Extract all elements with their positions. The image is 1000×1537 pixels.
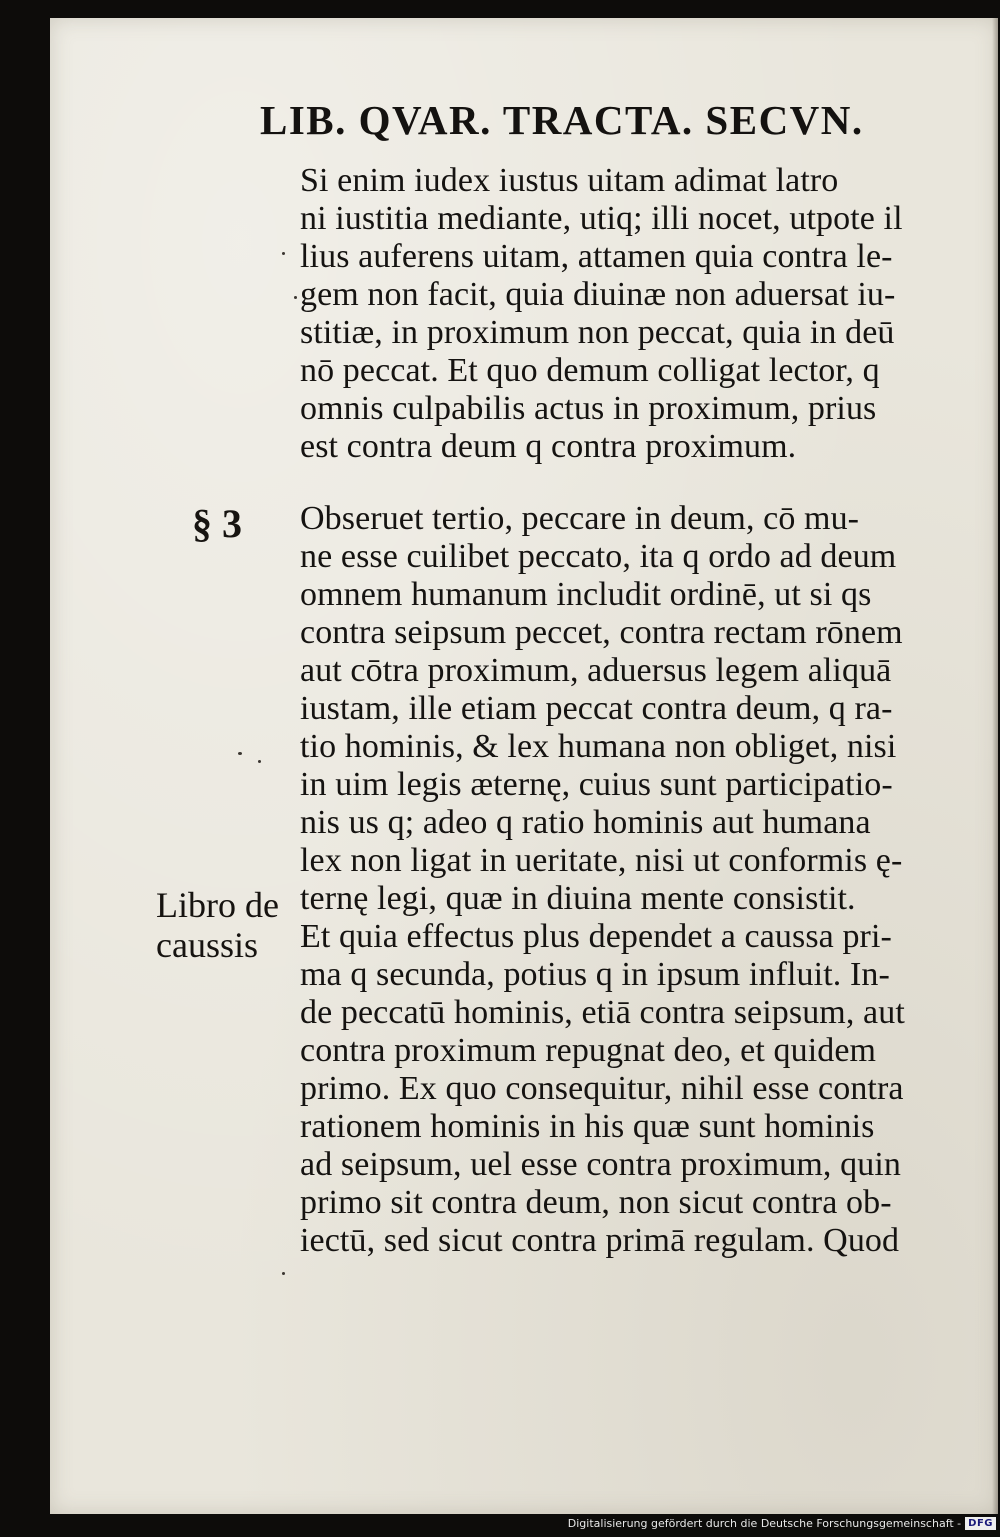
text-line: omnem humanum includit ordinē, ut si qs [300,576,872,613]
text-line: est contra deum q contra proximum. [300,428,797,465]
ink-speck [294,296,297,299]
text-line: contra seipsum peccet, contra rectam rōnem [300,614,903,651]
text-line: Et quia effectus plus dependet a caussa pri- [300,918,892,955]
ink-speck [238,752,242,755]
margin-note-line-2: caussis [156,925,258,965]
text-line: ad seipsum, uel esse contra proximum, quin [300,1146,901,1183]
text-line: nis us q; adeo q ratio hominis aut humana [300,804,871,841]
running-head: LIB. QVAR. TRACTA. SECVN. [260,97,864,143]
text-line: primo. Ex quo consequitur, nihil esse contra [300,1070,904,1107]
text-line: omnis culpabilis actus in proximum, prius [300,390,877,427]
text-line: iectū, sed sicut contra primā regulam. Quod [300,1222,900,1259]
text-line: ni iustitia mediante, utiq; illi nocet, utpote il [300,200,903,237]
ink-speck [258,760,261,763]
text-line: primo sit contra deum, non sicut contra ob- [300,1184,892,1221]
text-line: nō peccat. Et quo demum colligat lector, q [300,352,880,389]
section-mark: § 3 [192,501,242,546]
text-line: ne esse cuilibet peccato, ita q ordo ad deum [300,538,897,575]
text-line: contra proximum repugnat deo, et quidem [300,1032,877,1069]
text-line: Obseruet tertio, peccare in deum, cō mu- [300,500,860,537]
footer-credit: Digitalisierung gefördert durch die Deutsche Forschungsgemeinschaft - [567,1516,962,1530]
ink-speck [282,1272,285,1275]
dfg-logo-icon: DFG [965,1517,996,1530]
text-line: ternę legi, quæ in diuina mente consistit. [300,880,856,917]
text-line: Si enim iudex iustus uitam adimat latro [300,162,839,199]
text-line: lex non ligat in ueritate, nisi ut conformis ę- [300,842,903,879]
page-edge-shadow [992,18,998,1514]
text-line: rationem hominis in his quæ sunt hominis [300,1108,875,1145]
text-line: stitiæ, in proximum non peccat, quia in deū [300,314,895,351]
text-line: in uim legis æternę, cuius sunt participatio- [300,766,893,803]
ink-speck [282,252,285,255]
text-line: lius auferens uitam, attamen quia contra le- [300,238,893,275]
margin-note-line-1: Libro de [156,885,279,925]
text-line: gem non facit, quia diuinæ non aduersat iu- [300,276,896,313]
text-line: ma q secunda, potius q in ipsum influit. In- [300,956,890,993]
digitization-footer [568,1513,996,1533]
text-line: iustam, ille etiam peccat contra deum, q ra- [300,690,893,727]
text-line: de peccatū hominis, etiā contra seipsum, aut [300,994,905,1031]
text-line: aut cōtra proximum, aduersus legem aliquā [300,652,892,689]
text-line: tio hominis, & lex humana non obliget, nisi [300,728,897,765]
